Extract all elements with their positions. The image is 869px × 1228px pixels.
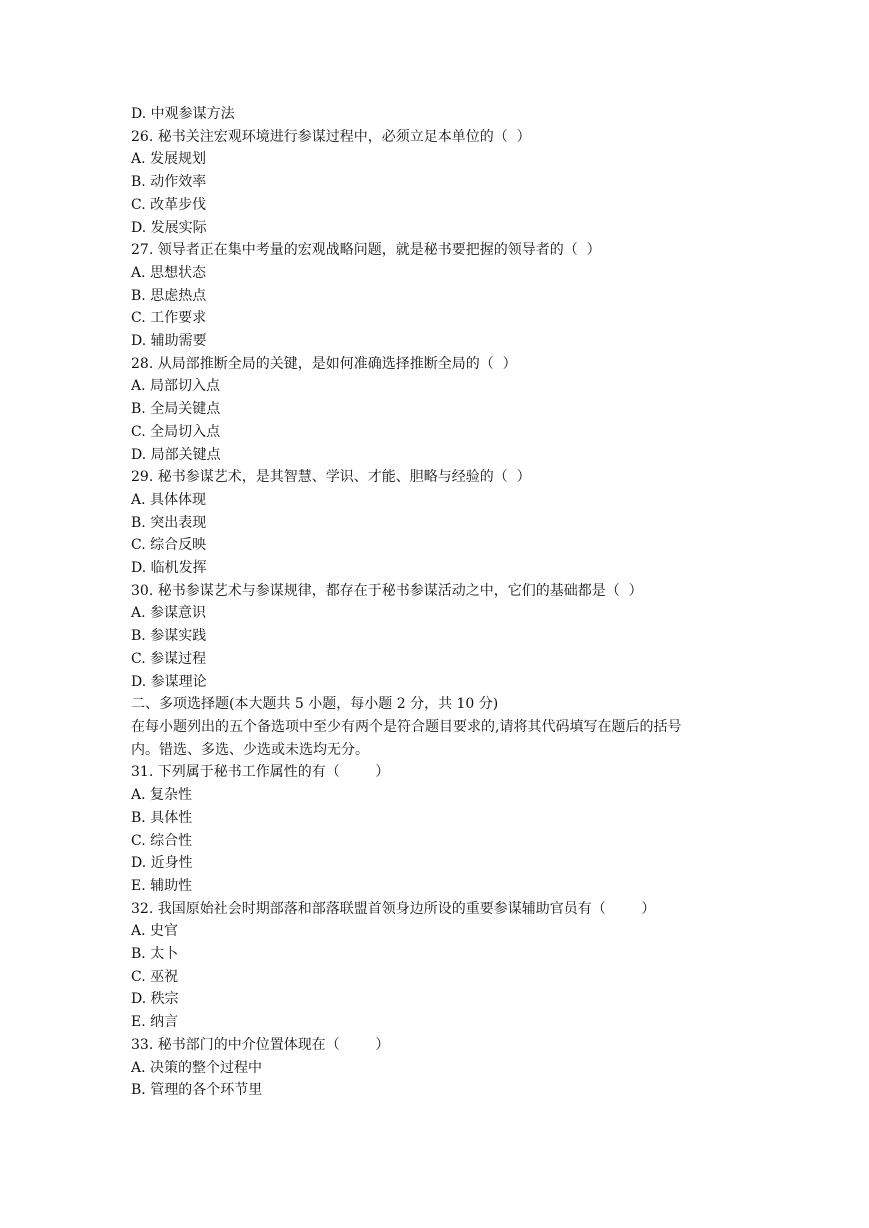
question-31: 31. 下列属于秘书工作属性的有（ ） — [131, 764, 390, 781]
question-32: 32. 我国原始社会时期部落和部落联盟首领身边所设的重要参谋辅助官员有（ ） — [131, 900, 656, 917]
option-d-q25: D. 中观参谋方法 — [131, 106, 235, 122]
document-page — [131, 103, 751, 1102]
option-d-q27: D. 辅助需要 — [131, 333, 207, 350]
option-c-q27: C. 工作要求 — [131, 310, 207, 327]
option-a-q33: A. 决策的整个过程中 — [131, 1059, 263, 1076]
option-d-q28: D. 局部关键点 — [131, 446, 221, 463]
option-d-q26: D. 发展实际 — [131, 219, 207, 236]
question-28: 28. 从局部推断全局的关键，是如何准确选择推断全局的（ ） — [131, 355, 517, 372]
section-instructions-line-2: 内。错选、多选、少选或未选均无分。 — [131, 741, 369, 758]
option-a-q30: A. 参谋意识 — [131, 605, 207, 622]
option-c-q28: C. 全局切入点 — [131, 423, 221, 440]
question-29: 29. 秘书参谋艺术，是其智慧、学识、才能、胆略与经验的（ ） — [131, 469, 531, 486]
option-b-q30: B. 参谋实践 — [131, 628, 207, 645]
option-a-q31: A. 复杂性 — [131, 787, 193, 804]
option-b-q33: B. 管理的各个环节里 — [131, 1082, 263, 1099]
option-a-q32: A. 史官 — [131, 923, 179, 940]
option-d-q29: D. 临机发挥 — [131, 560, 207, 577]
option-a-q29: A. 具体体现 — [131, 491, 207, 508]
question-33: 33. 秘书部门的中介位置体现在（ ） — [131, 1036, 390, 1053]
option-c-q29: C. 综合反映 — [131, 537, 207, 554]
option-b-q32: B. 太卜 — [131, 946, 179, 963]
option-b-q29: B. 突出表现 — [131, 514, 207, 531]
option-c-q31: C. 综合性 — [131, 832, 193, 849]
question-26: 26. 秘书关注宏观环境进行参谋过程中，必须立足本单位的（ ） — [131, 128, 531, 145]
option-e-q32: E. 纳言 — [131, 1014, 179, 1031]
option-c-q30: C. 参谋过程 — [131, 650, 207, 667]
option-a-q26: A. 发展规划 — [131, 151, 207, 168]
section-heading-multiple-choice: 二、多项选择题(本大题共 5 小题，每小题 2 分，共 10 分) — [131, 696, 499, 713]
option-e-q31: E. 辅助性 — [131, 877, 193, 894]
section-instructions-line-1: 在每小题列出的五个备选项中至少有两个是符合题目要求的,请将其代码填写在题后的括号 — [131, 718, 682, 735]
option-d-q32: D. 秩宗 — [131, 991, 179, 1008]
option-b-q28: B. 全局关键点 — [131, 401, 221, 418]
option-d-q31: D. 近身性 — [131, 855, 193, 872]
option-a-q27: A. 思想状态 — [131, 264, 207, 281]
option-a-q28: A. 局部切入点 — [131, 378, 221, 395]
question-30: 30. 秘书参谋艺术与参谋规律，都存在于秘书参谋活动之中，它们的基础都是（ ） — [131, 582, 643, 599]
option-b-q31: B. 具体性 — [131, 809, 193, 826]
option-c-q26: C. 改革步伐 — [131, 196, 207, 213]
question-27: 27. 领导者正在集中考量的宏观战略问题，就是秘书要把握的领导者的（ ） — [131, 242, 601, 259]
option-b-q27: B. 思虑热点 — [131, 287, 207, 304]
option-b-q26: B. 动作效率 — [131, 174, 207, 191]
option-c-q32: C. 巫祝 — [131, 968, 179, 985]
option-d-q30: D. 参谋理论 — [131, 673, 207, 690]
